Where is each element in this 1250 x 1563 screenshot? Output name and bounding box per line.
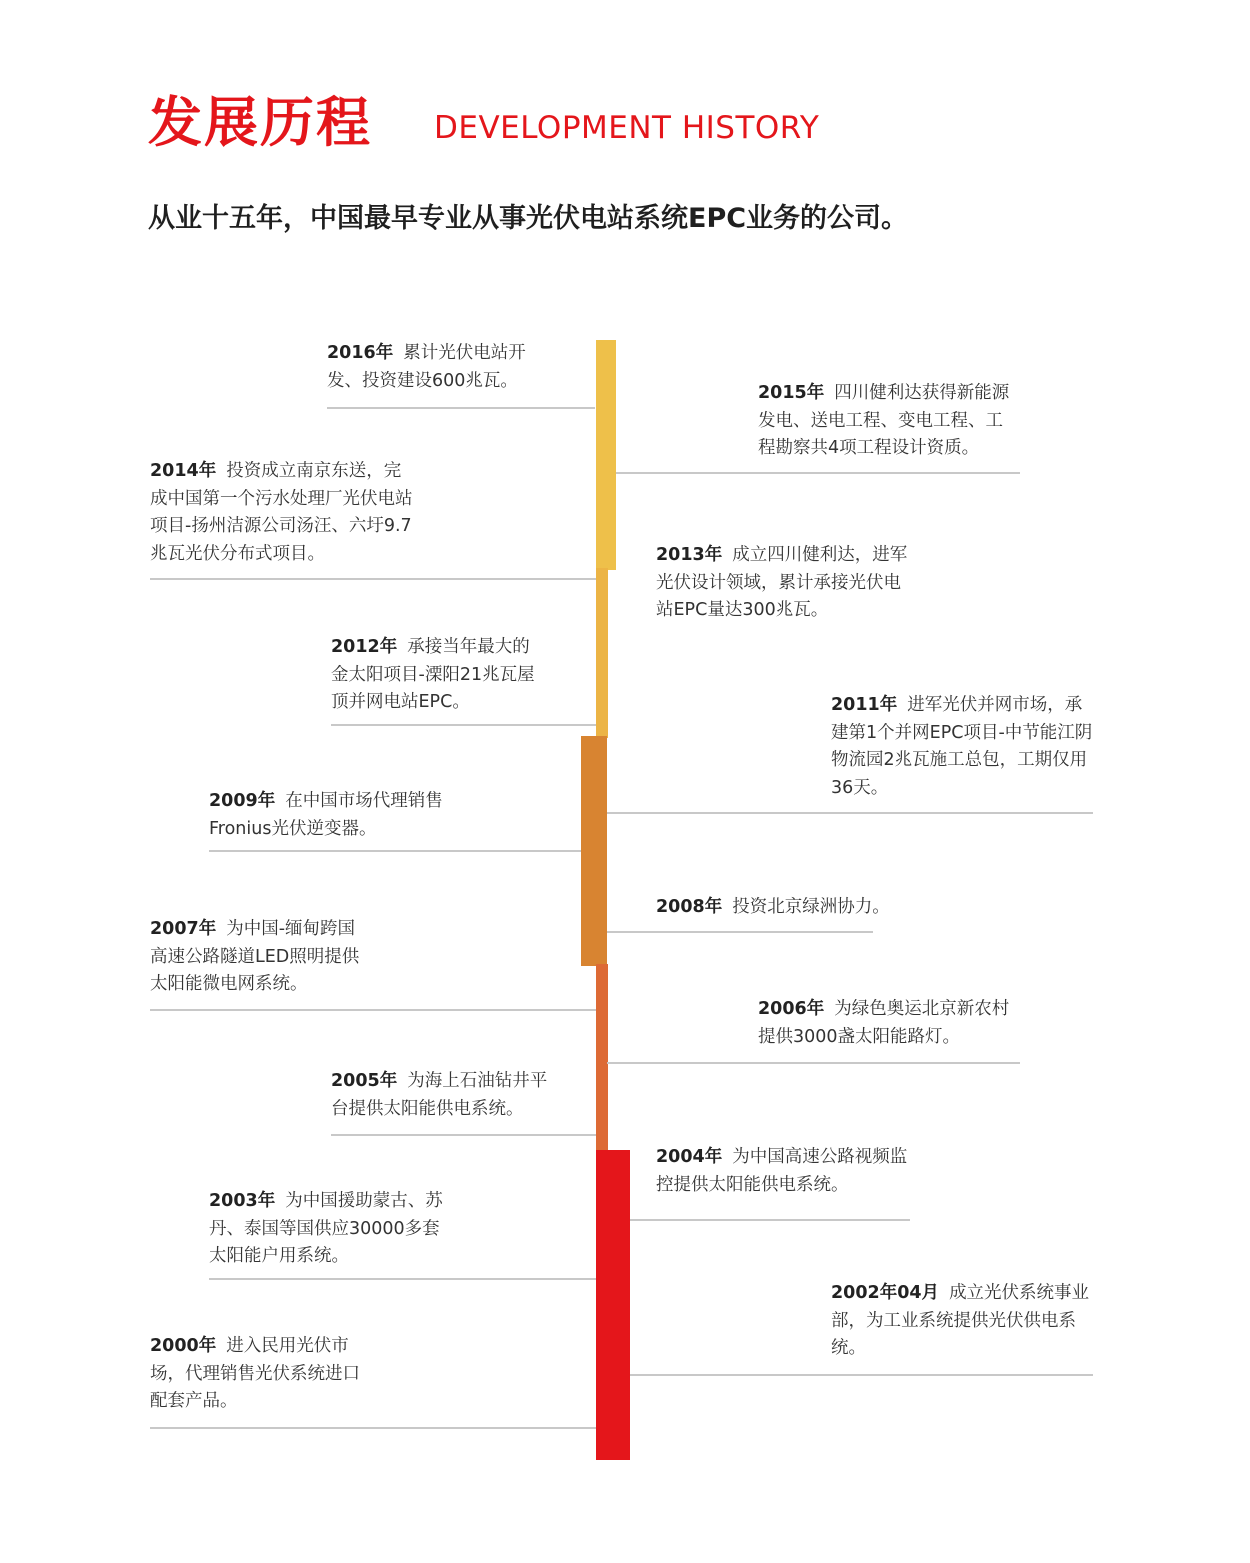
entry-year: 2011年 — [831, 695, 898, 715]
divider — [150, 1427, 596, 1429]
timeline-entry — [150, 458, 418, 568]
entry-text: 进入民用光伏市场，代理销售光伏系统进口配套产品。 — [150, 1336, 360, 1411]
divider — [331, 724, 596, 726]
page-subtitle: 从业十五年，中国最早专业从事光伏电站系统EPC业务的公司。 — [148, 203, 909, 234]
divider — [209, 850, 581, 852]
divider — [607, 812, 1093, 814]
entry-year: 2008年 — [656, 897, 723, 917]
timeline-entry — [331, 634, 546, 717]
entry-year: 2007年 — [150, 919, 217, 939]
entry-year: 2005年 — [331, 1071, 398, 1091]
timeline-entry — [831, 692, 1095, 802]
timeline-entry — [758, 996, 1020, 1051]
timeline-entry — [150, 916, 362, 999]
entry-year: 2014年 — [150, 461, 217, 481]
timeline-entry — [327, 340, 542, 395]
entry-text: 为中国高速公路视频监控提供太阳能供电系统。 — [656, 1147, 908, 1195]
divider — [607, 1062, 1020, 1064]
entry-text: 为中国援助蒙古、苏丹、泰国等国供应30000多套太阳能户用系统。 — [209, 1191, 443, 1266]
entry-year: 2002年04月 — [831, 1283, 940, 1303]
divider — [616, 472, 1020, 474]
entry-text: 承接当年最大的金太阳项目-溧阳21兆瓦屋顶并网电站EPC。 — [331, 637, 535, 712]
entry-text: 进军光伏并网市场，承建第1个并网EPC项目-中节能江阴物流园2兆瓦施工总包，工期仅用36天。 — [831, 695, 1093, 798]
timeline-segment-red — [596, 1150, 630, 1460]
entry-text: 累计光伏电站开发、投资建设600兆瓦。 — [327, 343, 526, 391]
timeline-segment-orange — [581, 736, 607, 966]
timeline-entry — [209, 788, 445, 843]
entry-text: 为海上石油钻井平台提供太阳能供电系统。 — [331, 1071, 548, 1119]
timeline-entry — [331, 1068, 556, 1123]
timeline-entry — [758, 380, 1020, 463]
entry-year: 2003年 — [209, 1191, 276, 1211]
entry-year: 2006年 — [758, 999, 825, 1019]
timeline-segment-redorange — [596, 964, 608, 1152]
divider — [150, 1009, 596, 1011]
divider — [607, 931, 873, 933]
entry-year: 2013年 — [656, 545, 723, 565]
divider — [327, 407, 595, 409]
entry-year: 2004年 — [656, 1147, 723, 1167]
entry-text: 投资北京绿洲协力。 — [732, 897, 890, 917]
entry-year: 2009年 — [209, 791, 276, 811]
entry-text: 四川健利达获得新能源发电、送电工程、变电工程、工程勘察共4项工程设计资质。 — [758, 383, 1010, 458]
page-title-en: DEVELOPMENT HISTORY — [434, 110, 820, 146]
entry-text: 成立四川健利达，进军光伏设计领域，累计承接光伏电站EPC量达300兆瓦。 — [656, 545, 908, 620]
timeline-entry — [656, 542, 918, 625]
timeline-entry — [831, 1280, 1095, 1363]
timeline-entry — [656, 1144, 911, 1199]
entry-text: 为绿色奥运北京新农村提供3000盏太阳能路灯。 — [758, 999, 1010, 1047]
entry-text: 成立光伏系统事业部，为工业系统提供光伏供电系统。 — [831, 1283, 1090, 1358]
timeline-entry — [209, 1188, 449, 1271]
entry-year: 2015年 — [758, 383, 825, 403]
entry-text: 为中国-缅甸跨国高速公路隧道LED照明提供太阳能微电网系统。 — [150, 919, 360, 994]
timeline-segment-yellow — [596, 340, 616, 570]
entry-year: 2016年 — [327, 343, 394, 363]
timeline-entry — [656, 894, 896, 922]
entry-year: 2012年 — [331, 637, 398, 657]
entry-year: 2000年 — [150, 1336, 217, 1356]
timeline-segment-amber — [596, 568, 608, 738]
divider — [209, 1278, 596, 1280]
divider — [150, 578, 596, 580]
divider — [630, 1219, 910, 1221]
entry-text: 在中国市场代理销售Fronius光伏逆变器。 — [209, 791, 443, 839]
page-title-cn: 发展历程 — [148, 91, 372, 154]
timeline-entry — [150, 1333, 362, 1416]
entry-text: 投资成立南京东送，完成中国第一个污水处理厂光伏电站项目-扬州洁源公司汤汪、六圩9.7兆瓦光伏分布式项目。 — [150, 461, 413, 564]
divider — [331, 1134, 596, 1136]
divider — [630, 1374, 1093, 1376]
